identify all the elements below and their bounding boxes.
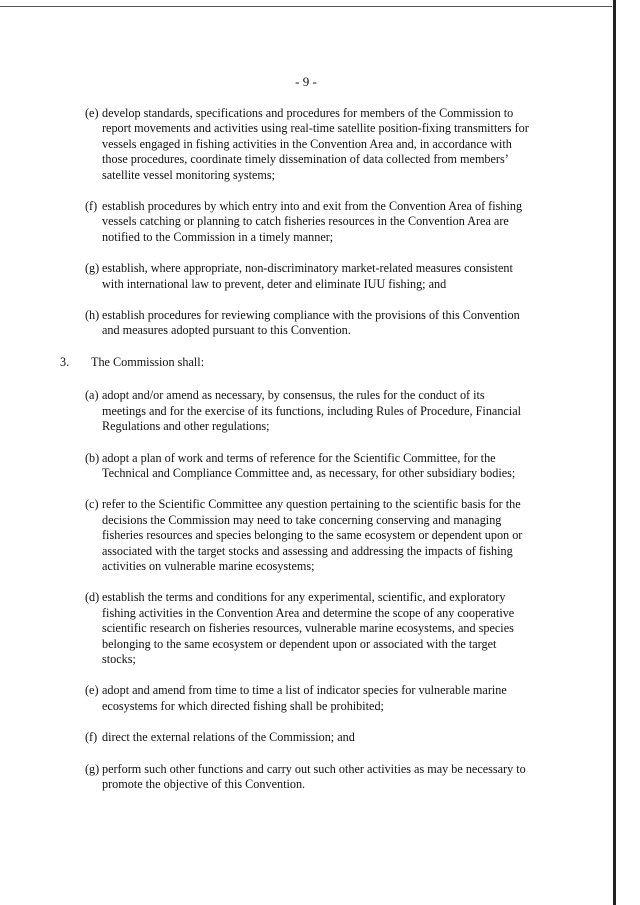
item-text: adopt and/or amend as necessary, by consensus, the rules for the conduct of its meetings and for the exercise of its functions, including Rules of Procedure, Financial Regulations and other regulations; xyxy=(102,388,522,434)
item-label: (g) xyxy=(85,761,100,776)
list-item xyxy=(60,451,530,482)
list-item xyxy=(60,388,530,434)
item-label: (f) xyxy=(85,730,98,745)
item-text: refer to the Scientific Committee any question pertaining to the scientific basis for the decisions the Commission may need to take concerning conserving and managing fisheries resources and species belonging to the same ecosystem or dependent upon or associated with the target stocks and assessing and addressing the impacts of fishing activities on vulnerable marine ecosystems; xyxy=(102,497,523,573)
list-item xyxy=(60,497,530,574)
item-text: establish the terms and conditions for any experimental, scientific, and exploratory fishing activities in the Convention Area and determine the scope of any cooperative scientific research on fisheries resources, vulnerable marine ecosystems, and species belonging to the same ecosystem or dependent upon or associated with the target stocks; xyxy=(102,590,515,666)
item-text: develop standards, specifications and procedures for members of the Commission to report movements and activities using real-time satellite position-fixing transmitters for vessels engaged in fishing activities in the Convention Area and, in accordance with those procedures, coordinate timely dissemination of data collected from members’ satellite vessel monitoring systems; xyxy=(102,106,529,182)
item-label: (b) xyxy=(85,450,100,465)
list-item xyxy=(60,762,530,793)
list-item xyxy=(60,261,530,292)
page-number: - 9 - xyxy=(295,74,317,89)
list-item xyxy=(60,683,530,714)
item-label: (e) xyxy=(85,106,99,120)
item-text: adopt and amend from time to time a list of indicator species for vulnerable marine ecosystems for which directed fishing shall be prohibited; xyxy=(102,683,507,713)
list-item xyxy=(60,730,530,745)
paragraph-3 xyxy=(60,355,530,370)
list-functions-continued xyxy=(60,106,530,339)
item-text: establish, where appropriate, non-discriminatory market-related measures consistent with international law to prevent, deter and eliminate IUU fishing; and xyxy=(102,261,513,291)
item-text: establish procedures by which entry into and exit from the Convention Area of fishing vessels catching or planning to catch fisheries resources in the Convention Area are notified to the Commission in a timely manner; xyxy=(102,199,523,244)
item-label: (a) xyxy=(85,388,99,403)
list-item xyxy=(60,106,530,183)
list-item xyxy=(60,590,530,667)
paragraph-text: The Commission shall: xyxy=(91,354,205,369)
item-label: (e) xyxy=(85,683,99,698)
item-text: establish procedures for reviewing compliance with the provisions of this Convention and measures adopted pursuant to this Convention. xyxy=(102,308,520,338)
item-label: (g) xyxy=(85,261,100,276)
list-item xyxy=(60,308,530,339)
item-label: (c) xyxy=(85,497,99,512)
item-text: perform such other functions and carry out such other activities as may be necessary to promote the objective of this Convention. xyxy=(102,761,526,791)
item-label: (h) xyxy=(85,308,100,323)
top-border-line xyxy=(0,6,612,7)
right-border-line xyxy=(613,0,616,905)
item-text: adopt a plan of work and terms of reference for the Scientific Committee, for the Technical and Compliance Committee and, as necessary, for other subsidiary bodies; xyxy=(102,450,516,480)
document-body xyxy=(60,106,530,808)
item-label: (f) xyxy=(85,199,98,214)
paragraph-number: 3. xyxy=(60,354,70,369)
item-label: (d) xyxy=(85,590,100,605)
list-commission-shall xyxy=(60,388,530,792)
item-text: direct the external relations of the Commission; and xyxy=(102,730,355,745)
list-item xyxy=(60,199,530,245)
